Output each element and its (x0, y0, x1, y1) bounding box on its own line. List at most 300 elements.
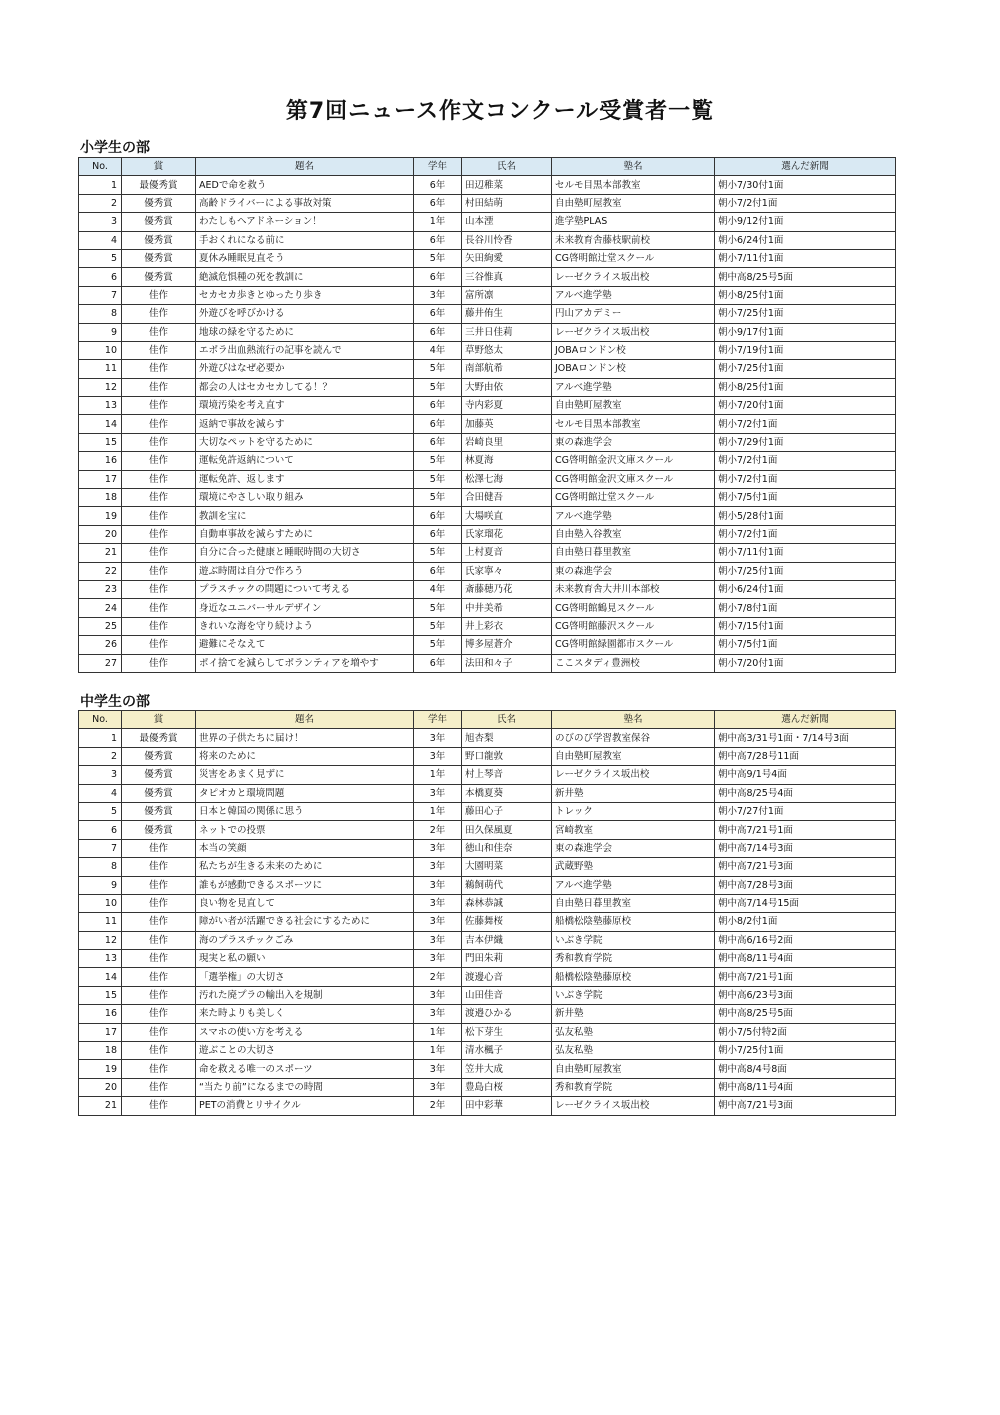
student-name-cell: 清水楓子 (462, 1042, 552, 1060)
newspaper-cell: 朝小8/2付1面 (715, 913, 896, 931)
grade-cell: 6年 (414, 507, 462, 525)
no-cell: 27 (79, 654, 122, 672)
essay-title-cell: わたしもヘアドネーション！ (196, 213, 414, 231)
table-row (79, 378, 896, 396)
award-cell: 佳作 (122, 489, 196, 507)
newspaper-cell: 朝小8/25付1面 (715, 286, 896, 304)
no-cell: 11 (79, 360, 122, 378)
essay-title-cell: 遊ぶことの大切さ (196, 1042, 414, 1060)
no-cell: 24 (79, 599, 122, 617)
award-cell: 佳作 (122, 452, 196, 470)
grade-cell: 4年 (414, 580, 462, 598)
award-cell: 佳作 (122, 1023, 196, 1041)
grade-cell: 3年 (414, 729, 462, 747)
table-row (79, 305, 896, 323)
grade-cell: 4年 (414, 341, 462, 359)
no-cell: 8 (79, 305, 122, 323)
newspaper-cell: 朝小7/8付1面 (715, 599, 896, 617)
school-name-cell: 自由塾町屋教室 (552, 194, 715, 212)
no-cell: 2 (79, 194, 122, 212)
table-row (79, 580, 896, 598)
table-row (79, 766, 896, 784)
award-cell: 佳作 (122, 599, 196, 617)
newspaper-cell: 朝中高7/21号1面 (715, 968, 896, 986)
school-name-cell: アルベ進学塾 (552, 507, 715, 525)
student-name-cell: 徳山和佳奈 (462, 839, 552, 857)
elementary-section-label: 小学生の部 (80, 140, 150, 156)
no-cell: 19 (79, 507, 122, 525)
newspaper-cell: 朝中高8/11号4面 (715, 1078, 896, 1096)
essay-title-cell: 来た時よりも美しく (196, 1005, 414, 1023)
no-cell: 21 (79, 1097, 122, 1115)
essay-title-cell: 自分に合った健康と睡眠時間の大切さ (196, 544, 414, 562)
award-cell: 最優秀賞 (122, 729, 196, 747)
award-cell: 佳作 (122, 525, 196, 543)
newspaper-cell: 朝中高6/23号3面 (715, 986, 896, 1004)
school-name-cell: 自由塾入谷教室 (552, 525, 715, 543)
essay-title-cell: 将来のために (196, 747, 414, 765)
grade-cell: 2年 (414, 821, 462, 839)
essay-title-cell: 手おくれになる前に (196, 231, 414, 249)
school-name-cell: CG啓明館緑園都市スクール (552, 636, 715, 654)
column-header: No. (79, 158, 122, 176)
page-title: 第7回ニュース作文コンクール受賞者一覧 (285, 99, 715, 124)
essay-title-cell: 本当の笑顔 (196, 839, 414, 857)
grade-cell: 6年 (414, 415, 462, 433)
newspaper-cell: 朝中高7/21号1面 (715, 821, 896, 839)
table-row (79, 839, 896, 857)
grade-cell: 6年 (414, 305, 462, 323)
school-name-cell: CG啓明館金沢文庫スクール (552, 452, 715, 470)
newspaper-cell: 朝中高8/4号8面 (715, 1060, 896, 1078)
school-name-cell: CG啓明館辻堂スクール (552, 489, 715, 507)
school-name-cell: 東の森進学会 (552, 433, 715, 451)
grade-cell: 5年 (414, 599, 462, 617)
grade-cell: 5年 (414, 360, 462, 378)
grade-cell: 1年 (414, 1023, 462, 1041)
student-name-cell: 野口龍敦 (462, 747, 552, 765)
table-row (79, 249, 896, 267)
student-name-cell: 田中彩華 (462, 1097, 552, 1115)
award-cell: 佳作 (122, 415, 196, 433)
school-name-cell: 船橋松陰塾藤原校 (552, 968, 715, 986)
school-name-cell: 武蔵野塾 (552, 858, 715, 876)
essay-title-cell: 避難にそなえて (196, 636, 414, 654)
school-name-cell: 未来教育舎大井川本部校 (552, 580, 715, 598)
award-cell: 佳作 (122, 876, 196, 894)
table-row (79, 452, 896, 470)
school-name-cell: 自由塾日暮里教室 (552, 894, 715, 912)
essay-title-cell: 外遊びを呼びかける (196, 305, 414, 323)
school-name-cell: トレック (552, 802, 715, 820)
newspaper-cell: 朝小9/17付1面 (715, 323, 896, 341)
newspaper-cell: 朝小6/24付1面 (715, 580, 896, 598)
student-name-cell: 井上彩衣 (462, 617, 552, 635)
essay-title-cell: 運転免許、返します (196, 470, 414, 488)
school-name-cell: 東の森進学会 (552, 562, 715, 580)
essay-title-cell: ネットでの投票 (196, 821, 414, 839)
table-row (79, 525, 896, 543)
newspaper-cell: 朝中高7/14号15面 (715, 894, 896, 912)
newspaper-cell: 朝小7/25付1面 (715, 562, 896, 580)
school-name-cell: いぶき学院 (552, 986, 715, 1004)
table-row (79, 286, 896, 304)
no-cell: 6 (79, 821, 122, 839)
essay-title-cell: スマホの使い方を考える (196, 1023, 414, 1041)
award-cell: 佳作 (122, 433, 196, 451)
essay-title-cell: 自動車事故を減らすために (196, 525, 414, 543)
table-row (79, 950, 896, 968)
award-cell: 優秀賞 (122, 784, 196, 802)
grade-cell: 3年 (414, 876, 462, 894)
newspaper-cell: 朝中高3/31号1面・7/14号3面 (715, 729, 896, 747)
grade-cell: 5年 (414, 489, 462, 507)
table-header-row (79, 711, 896, 729)
school-name-cell: CG啓明館辻堂スクール (552, 249, 715, 267)
student-name-cell: 渡邊心音 (462, 968, 552, 986)
grade-cell: 6年 (414, 525, 462, 543)
award-cell: 佳作 (122, 950, 196, 968)
student-name-cell: 豊島白桜 (462, 1078, 552, 1096)
award-cell: 佳作 (122, 397, 196, 415)
award-cell: 佳作 (122, 1060, 196, 1078)
school-name-cell: アルベ進学塾 (552, 286, 715, 304)
school-name-cell: 自由塾日暮里教室 (552, 544, 715, 562)
essay-title-cell: ポイ捨てを減らしてボランティアを増やす (196, 654, 414, 672)
school-name-cell: 秀和教育学院 (552, 950, 715, 968)
no-cell: 20 (79, 1078, 122, 1096)
school-name-cell: セルモ目黒本部教室 (552, 176, 715, 194)
table-row (79, 913, 896, 931)
table-row (79, 1042, 896, 1060)
school-name-cell: 東の森進学会 (552, 839, 715, 857)
table-row (79, 617, 896, 635)
table-row (79, 470, 896, 488)
grade-cell: 6年 (414, 194, 462, 212)
award-cell: 佳作 (122, 323, 196, 341)
no-cell: 22 (79, 562, 122, 580)
table-row (79, 176, 896, 194)
student-name-cell: 大園明菜 (462, 858, 552, 876)
grade-cell: 3年 (414, 858, 462, 876)
school-name-cell: アルベ進学塾 (552, 378, 715, 396)
essay-title-cell: 命を救える唯一のスポーツ (196, 1060, 414, 1078)
newspaper-cell: 朝中高7/14号3面 (715, 839, 896, 857)
award-cell: 優秀賞 (122, 802, 196, 820)
school-name-cell: 宮崎教室 (552, 821, 715, 839)
student-name-cell: 藤井侑生 (462, 305, 552, 323)
student-name-cell: 三井日佳莉 (462, 323, 552, 341)
essay-title-cell: “当たり前”になるまでの時間 (196, 1078, 414, 1096)
award-cell: 佳作 (122, 360, 196, 378)
award-cell: 佳作 (122, 839, 196, 857)
award-cell: 優秀賞 (122, 747, 196, 765)
essay-title-cell: 運転免許返納について (196, 452, 414, 470)
student-name-cell: 山田佳音 (462, 986, 552, 1004)
table-row (79, 1023, 896, 1041)
table-row (79, 433, 896, 451)
table-row (79, 323, 896, 341)
table-row (79, 507, 896, 525)
student-name-cell: 渡邉ひかる (462, 1005, 552, 1023)
award-cell: 佳作 (122, 1097, 196, 1115)
grade-cell: 1年 (414, 766, 462, 784)
essay-title-cell: 誰もが感動できるスポーツに (196, 876, 414, 894)
no-cell: 11 (79, 913, 122, 931)
student-name-cell: 本橋夏葵 (462, 784, 552, 802)
school-name-cell: セルモ目黒本部教室 (552, 415, 715, 433)
table-row (79, 1005, 896, 1023)
student-name-cell: 門田朱莉 (462, 950, 552, 968)
table-row (79, 341, 896, 359)
school-name-cell: CG啓明館鶴見スクール (552, 599, 715, 617)
no-cell: 5 (79, 802, 122, 820)
student-name-cell: 松澤七海 (462, 470, 552, 488)
award-cell: 佳作 (122, 507, 196, 525)
award-cell: 佳作 (122, 636, 196, 654)
no-cell: 13 (79, 950, 122, 968)
grade-cell: 1年 (414, 213, 462, 231)
grade-cell: 6年 (414, 231, 462, 249)
no-cell: 17 (79, 470, 122, 488)
table-row (79, 194, 896, 212)
grade-cell: 1年 (414, 802, 462, 820)
essay-title-cell: 遊ぶ時間は自分で作ろう (196, 562, 414, 580)
student-name-cell: 大野由依 (462, 378, 552, 396)
junior-awards-table (78, 710, 896, 1116)
essay-title-cell: 絶滅危惧種の死を教訓に (196, 268, 414, 286)
award-cell: 佳作 (122, 931, 196, 949)
grade-cell: 5年 (414, 452, 462, 470)
table-row (79, 1078, 896, 1096)
school-name-cell: 進学塾PLAS (552, 213, 715, 231)
award-cell: 優秀賞 (122, 231, 196, 249)
school-name-cell: 船橋松陰塾藤原校 (552, 913, 715, 931)
school-name-cell: JOBAロンドン校 (552, 360, 715, 378)
newspaper-cell: 朝小7/2付1面 (715, 194, 896, 212)
newspaper-cell: 朝小7/29付1面 (715, 433, 896, 451)
student-name-cell: 寺内彩夏 (462, 397, 552, 415)
student-name-cell: 吉本伊織 (462, 931, 552, 949)
no-cell: 10 (79, 894, 122, 912)
table-row (79, 968, 896, 986)
essay-title-cell: 私たちが生きる未来のために (196, 858, 414, 876)
award-cell: 優秀賞 (122, 268, 196, 286)
table-row (79, 931, 896, 949)
award-cell: 佳作 (122, 580, 196, 598)
table-row (79, 654, 896, 672)
school-name-cell: アルベ進学塾 (552, 876, 715, 894)
no-cell: 23 (79, 580, 122, 598)
award-cell: 佳作 (122, 286, 196, 304)
essay-title-cell: 都会の人はセカセカしてる！？ (196, 378, 414, 396)
school-name-cell: ここスタディ豊洲校 (552, 654, 715, 672)
grade-cell: 2年 (414, 968, 462, 986)
table-row (79, 268, 896, 286)
table-row (79, 213, 896, 231)
school-name-cell: レーゼクライス坂出校 (552, 766, 715, 784)
essay-title-cell: 障がい者が活躍できる社会にするために (196, 913, 414, 931)
grade-cell: 3年 (414, 894, 462, 912)
grade-cell: 6年 (414, 268, 462, 286)
award-cell: 優秀賞 (122, 766, 196, 784)
essay-title-cell: 身近なユニバーサルデザイン (196, 599, 414, 617)
student-name-cell: 旭杏梨 (462, 729, 552, 747)
no-cell: 13 (79, 397, 122, 415)
award-cell: 佳作 (122, 341, 196, 359)
table-row (79, 802, 896, 820)
student-name-cell: 氏家瑠花 (462, 525, 552, 543)
grade-cell: 6年 (414, 323, 462, 341)
grade-cell: 6年 (414, 562, 462, 580)
grade-cell: 5年 (414, 378, 462, 396)
no-cell: 14 (79, 968, 122, 986)
newspaper-cell: 朝中高6/16号2面 (715, 931, 896, 949)
student-name-cell: 鵜飼萌代 (462, 876, 552, 894)
no-cell: 12 (79, 931, 122, 949)
column-header: 題名 (196, 711, 414, 729)
student-name-cell: 三谷惟真 (462, 268, 552, 286)
school-name-cell: いぶき学院 (552, 931, 715, 949)
no-cell: 18 (79, 1042, 122, 1060)
award-cell: 優秀賞 (122, 249, 196, 267)
column-header: 学年 (414, 158, 462, 176)
no-cell: 7 (79, 286, 122, 304)
essay-title-cell: 「選挙権」の大切さ (196, 968, 414, 986)
column-header: 氏名 (462, 158, 552, 176)
essay-title-cell: 良い物を見直して (196, 894, 414, 912)
newspaper-cell: 朝小5/28付1面 (715, 507, 896, 525)
award-cell: 佳作 (122, 986, 196, 1004)
school-name-cell: 円山アカデミー (552, 305, 715, 323)
newspaper-cell: 朝小7/11付1面 (715, 249, 896, 267)
table-row (79, 876, 896, 894)
no-cell: 4 (79, 231, 122, 249)
student-name-cell: 田辺稚菜 (462, 176, 552, 194)
award-cell: 優秀賞 (122, 213, 196, 231)
newspaper-cell: 朝中高8/11号4面 (715, 950, 896, 968)
essay-title-cell: 外遊びはなぜ必要か (196, 360, 414, 378)
no-cell: 6 (79, 268, 122, 286)
essay-title-cell: タピオカと環境問題 (196, 784, 414, 802)
essay-title-cell: エボラ出血熱流行の記事を読んで (196, 341, 414, 359)
student-name-cell: 大場咲直 (462, 507, 552, 525)
column-header: No. (79, 711, 122, 729)
school-name-cell: JOBAロンドン校 (552, 341, 715, 359)
school-name-cell: レーゼクライス坂出校 (552, 268, 715, 286)
award-cell: 佳作 (122, 470, 196, 488)
student-name-cell: 上村夏音 (462, 544, 552, 562)
column-header: 氏名 (462, 711, 552, 729)
newspaper-cell: 朝小6/24付1面 (715, 231, 896, 249)
no-cell: 16 (79, 1005, 122, 1023)
no-cell: 14 (79, 415, 122, 433)
essay-title-cell: 災害をあまく見ずに (196, 766, 414, 784)
grade-cell: 6年 (414, 654, 462, 672)
school-name-cell: 弘友私塾 (552, 1042, 715, 1060)
no-cell: 5 (79, 249, 122, 267)
table-row (79, 544, 896, 562)
award-cell: 佳作 (122, 305, 196, 323)
table-row (79, 729, 896, 747)
student-name-cell: 長谷川怜香 (462, 231, 552, 249)
table-row (79, 894, 896, 912)
award-cell: 佳作 (122, 544, 196, 562)
essay-title-cell: 返納で事故を減らす (196, 415, 414, 433)
student-name-cell: 松下芽生 (462, 1023, 552, 1041)
school-name-cell: CG啓明館金沢文庫スクール (552, 470, 715, 488)
award-cell: 佳作 (122, 562, 196, 580)
table-row (79, 821, 896, 839)
table-row (79, 599, 896, 617)
essay-title-cell: 汚れた廃プラの輸出入を規制 (196, 986, 414, 1004)
student-name-cell: 藤田心子 (462, 802, 552, 820)
student-name-cell: 氏家寧々 (462, 562, 552, 580)
newspaper-cell: 朝小7/15付1面 (715, 617, 896, 635)
grade-cell: 3年 (414, 1078, 462, 1096)
table-header-row (79, 158, 896, 176)
newspaper-cell: 朝中高7/28号3面 (715, 876, 896, 894)
school-name-cell: レーゼクライス坂出校 (552, 1097, 715, 1115)
school-name-cell: 新井塾 (552, 784, 715, 802)
grade-cell: 3年 (414, 950, 462, 968)
award-cell: 佳作 (122, 1078, 196, 1096)
award-cell: 佳作 (122, 913, 196, 931)
award-cell: 佳作 (122, 858, 196, 876)
newspaper-cell: 朝小8/25付1面 (715, 378, 896, 396)
essay-title-cell: 大切なペットを守るために (196, 433, 414, 451)
grade-cell: 3年 (414, 1005, 462, 1023)
grade-cell: 6年 (414, 433, 462, 451)
table-row (79, 397, 896, 415)
grade-cell: 2年 (414, 1097, 462, 1115)
school-name-cell: 秀和教育学院 (552, 1078, 715, 1096)
award-cell: 佳作 (122, 1005, 196, 1023)
grade-cell: 3年 (414, 913, 462, 931)
grade-cell: 3年 (414, 931, 462, 949)
award-cell: 最優秀賞 (122, 176, 196, 194)
no-cell: 18 (79, 489, 122, 507)
newspaper-cell: 朝小7/25付1面 (715, 305, 896, 323)
grade-cell: 3年 (414, 986, 462, 1004)
column-header: 塾名 (552, 711, 715, 729)
no-cell: 16 (79, 452, 122, 470)
column-header: 賞 (122, 711, 196, 729)
table-row (79, 858, 896, 876)
essay-title-cell: 環境汚染を考え直す (196, 397, 414, 415)
school-name-cell: CG啓明館藤沢スクール (552, 617, 715, 635)
student-name-cell: 博多屋蒼介 (462, 636, 552, 654)
student-name-cell: 佐藤舞桜 (462, 913, 552, 931)
newspaper-cell: 朝小7/5付1面 (715, 636, 896, 654)
student-name-cell: 田久保風夏 (462, 821, 552, 839)
junior-section-label: 中学生の部 (80, 694, 150, 710)
newspaper-cell: 朝中高7/21号3面 (715, 858, 896, 876)
grade-cell: 5年 (414, 470, 462, 488)
grade-cell: 5年 (414, 544, 462, 562)
newspaper-cell: 朝小7/2付1面 (715, 452, 896, 470)
table-row (79, 986, 896, 1004)
newspaper-cell: 朝小7/20付1面 (715, 654, 896, 672)
essay-title-cell: AEDで命を救う (196, 176, 414, 194)
no-cell: 3 (79, 766, 122, 784)
table-row (79, 636, 896, 654)
school-name-cell: 弘友私塾 (552, 1023, 715, 1041)
table-row (79, 231, 896, 249)
newspaper-cell: 朝中高8/25号5面 (715, 268, 896, 286)
grade-cell: 3年 (414, 286, 462, 304)
grade-cell: 3年 (414, 839, 462, 857)
